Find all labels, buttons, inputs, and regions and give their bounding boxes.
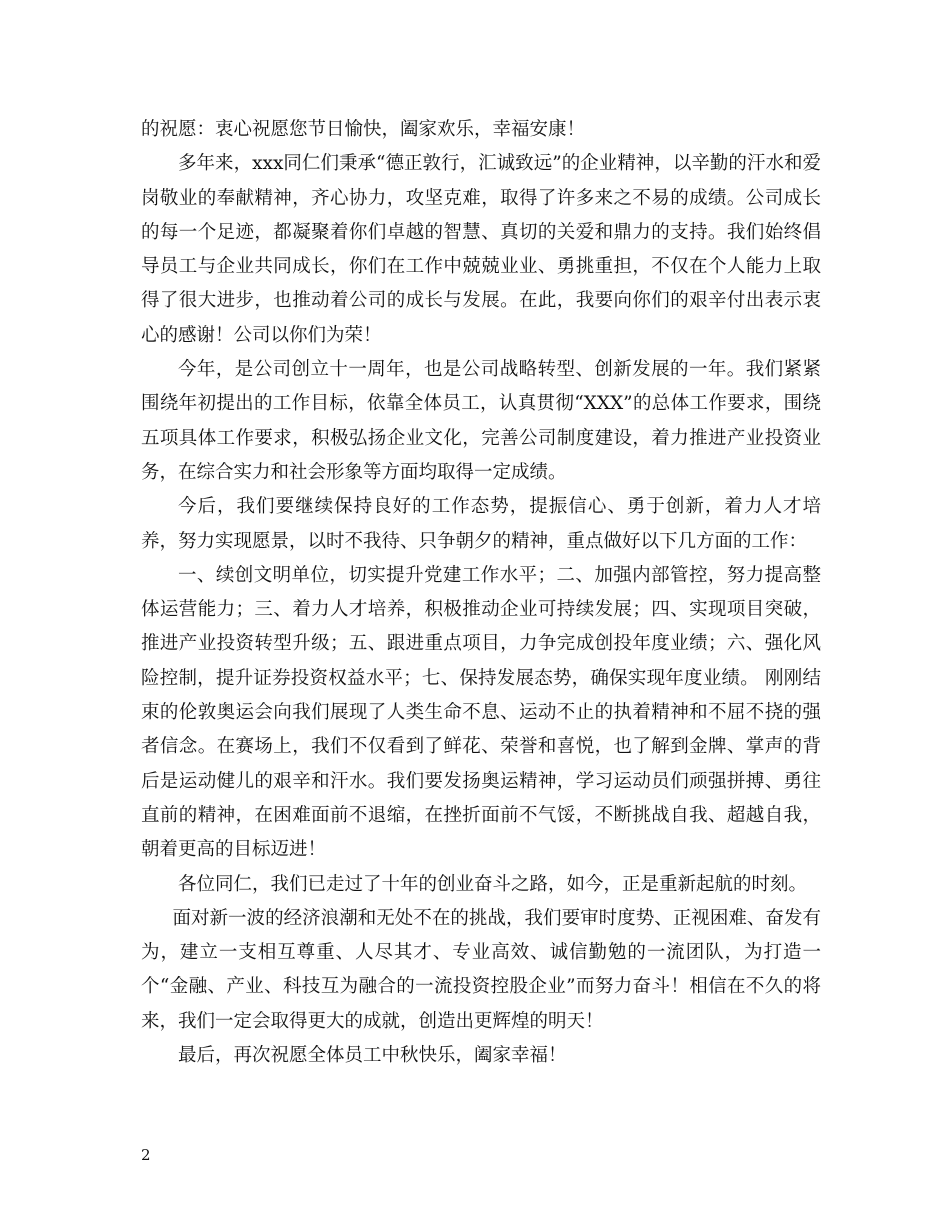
paragraph-colleagues: 各位同仁，我们已走过了十年的创业奋斗之路，如今，正是重新起航的时刻。	[178, 873, 808, 895]
document-body	[141, 113, 821, 1073]
paragraph-new-wave: 面对新一波的经济浪潮和无处不在的挑战，我们要审时度势、正视困难、奋发有为，建立一支相互尊重、人尽其才、专业高效、诚信勤勉的一流团队，为打造一个“金融、产业、科技互为融合的一流投资控股企业”而努力奋斗！相信在不久的将来，我们一定会取得更大的成就，创造出更辉煌的明天！	[141, 907, 821, 1032]
paragraph-greeting-end: 的祝愿：衷心祝愿您节日愉快，阖家欢乐，幸福安康！	[141, 119, 586, 140]
paragraph-future-work: 今后，我们要继续保持良好的工作态势，提振信心、勇于创新，着力人才培养，努力实现愿景，以时不我待、只争朝夕的精神，重点做好以下几方面的工作：	[141, 496, 821, 552]
paragraph-this-year: 今年，是公司创立十一周年，也是公司战略转型、创新发展的一年。我们紧紧围绕年初提出的工作目标，依靠全体员工，认真贯彻“XXX”的总体工作要求，围绕五项具体工作要求，积极弘扬企业文化，完善公司制度建设，着力推进产业投资业务，在综合实力和社会形象等方面均取得一定成绩。	[141, 359, 821, 483]
paragraph-years-of-effort: 多年来，xxx同仁们秉承“德正敦行，汇诚致远”的企业精神，以辛勤的汗水和爱岗敬业的奉献精神，齐心协力，攻坚克难，取得了许多来之不易的成绩。公司成长的每一个足迹，都凝聚着你们卓越的智慧、真切的关爱和鼎力的支持。我们始终倡导员工与企业共同成长，你们在工作中兢兢业业、勇挑重担，不仅在个人能力上取得了很大进步，也推动着公司的成长与发展。在此，我要向你们的艰辛付出表示衷心的感谢！公司以你们为荣！	[141, 153, 821, 346]
paragraph-closing-wishes: 最后，再次祝愿全体员工中秋快乐，阖家幸福！	[178, 1045, 567, 1067]
paragraph-work-items-olympics: 一、续创文明单位，切实提升党建工作水平；二、加强内部管控，努力提高整体运营能力；三、着力人才培养，积极推动企业可持续发展；四、实现项目突破，推进产业投资转型升级；五、跟进重点项目，力争完成创投年度业绩；六、强化风险控制，提升证券投资权益水平；七、保持发展态势，确保实现年度业绩。 刚刚结束的伦敦奥运会向我们展现了人类生命不息、运动不止的执着精神和不屈不挠的强者信念。在赛场上，我们不仅看到了鲜花、荣誉和喜悦，也了解到金牌、掌声的背后是运动健儿的艰辛和汗水。我们要发扬奥运精神，学习运动员们顽强拼搏、勇往直前的精神，在困难面前不退缩，在挫折面前不气馁，不断挑战自我、超越自我，朝着更高的目标迈进！	[141, 564, 821, 861]
page-number: 2	[141, 1146, 151, 1164]
